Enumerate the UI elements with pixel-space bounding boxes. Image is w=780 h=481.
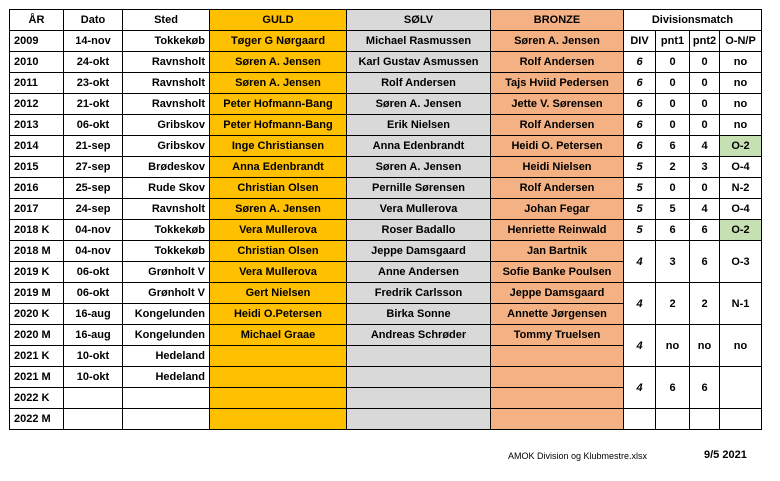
match-div-cell: 4: [624, 367, 656, 409]
place-cell: Grønholt V: [123, 262, 210, 283]
match-pnt1-cell: 2: [656, 157, 690, 178]
date-cell: 23-okt: [64, 73, 123, 94]
silver-winner-cell: Jeppe Damsgaard: [347, 241, 491, 262]
year-cell: 2017: [10, 199, 64, 220]
match-pnt1-cell: 5: [656, 199, 690, 220]
header-bronze: BRONZE: [491, 10, 624, 31]
bronze-winner-cell: Annette Jørgensen: [491, 304, 624, 325]
match-pnt2-cell: no: [690, 325, 720, 367]
place-cell: Grønholt V: [123, 283, 210, 304]
date-cell: 06-okt: [64, 283, 123, 304]
match-onp-cell: no: [720, 94, 762, 115]
date-cell: 16-aug: [64, 304, 123, 325]
gold-winner-cell: Michael Graae: [210, 325, 347, 346]
bronze-winner-cell: Johan Fegar: [491, 199, 624, 220]
silver-winner-cell: Pernille Sørensen: [347, 178, 491, 199]
header-pnt2: pnt2: [690, 31, 720, 52]
match-div-cell: 4: [624, 283, 656, 325]
date-cell: 16-aug: [64, 325, 123, 346]
place-cell: Tokkekøb: [123, 241, 210, 262]
gold-winner-cell: Christian Olsen: [210, 241, 347, 262]
gold-winner-cell: [210, 367, 347, 388]
gold-winner-cell: [210, 346, 347, 367]
year-cell: 2021 K: [10, 346, 64, 367]
match-onp-cell: O-4: [720, 157, 762, 178]
bronze-winner-cell: Rolf Andersen: [491, 52, 624, 73]
date-cell: 04-nov: [64, 241, 123, 262]
year-cell: 2010: [10, 52, 64, 73]
match-pnt1-cell: 6: [656, 220, 690, 241]
gold-winner-cell: Vera Mullerova: [210, 262, 347, 283]
silver-winner-cell: [347, 367, 491, 388]
gold-winner-cell: Heidi O.Petersen: [210, 304, 347, 325]
gold-winner-cell: [210, 388, 347, 409]
bronze-winner-cell: Heidi O. Petersen: [491, 136, 624, 157]
date-cell: 24-sep: [64, 199, 123, 220]
match-div-cell: 6: [624, 136, 656, 157]
table-row: [10, 31, 762, 52]
table-row: [10, 94, 762, 115]
match-pnt2-cell: 3: [690, 157, 720, 178]
match-pnt1-cell: no: [656, 325, 690, 367]
date-cell: 27-sep: [64, 157, 123, 178]
place-cell: Ravnsholt: [123, 199, 210, 220]
match-div-cell: 5: [624, 178, 656, 199]
match-onp-cell: O-4: [720, 199, 762, 220]
silver-winner-cell: Andreas Schrøder: [347, 325, 491, 346]
header-place: Sted: [123, 10, 210, 31]
footer-filename: AMOK Division og Klubmestre.xlsx: [508, 451, 648, 461]
year-cell: 2020 M: [10, 325, 64, 346]
silver-winner-cell: Fredrik Carlsson: [347, 283, 491, 304]
year-cell: 2011: [10, 73, 64, 94]
place-cell: Hedeland: [123, 346, 210, 367]
match-div-cell: 5: [624, 220, 656, 241]
date-cell: [64, 409, 123, 430]
header-silver: SØLV: [347, 10, 491, 31]
match-onp-cell: [720, 367, 762, 409]
silver-winner-cell: Søren A. Jensen: [347, 157, 491, 178]
bronze-winner-cell: Jette V. Sørensen: [491, 94, 624, 115]
year-cell: 2021 M: [10, 367, 64, 388]
gold-winner-cell: Vera Mullerova: [210, 220, 347, 241]
date-cell: 14-nov: [64, 31, 123, 52]
table-row: [10, 157, 762, 178]
silver-winner-cell: Michael Rasmussen: [347, 31, 491, 52]
match-pnt1-cell: 0: [656, 52, 690, 73]
bronze-winner-cell: Rolf Andersen: [491, 115, 624, 136]
year-cell: 2022 M: [10, 409, 64, 430]
year-cell: 2019 K: [10, 262, 64, 283]
table-row: [10, 136, 762, 157]
match-pnt1-cell: [656, 409, 690, 430]
silver-winner-cell: Birka Sonne: [347, 304, 491, 325]
gold-winner-cell: Anna Edenbrandt: [210, 157, 347, 178]
match-pnt1-cell: 0: [656, 94, 690, 115]
place-cell: Ravnsholt: [123, 94, 210, 115]
match-onp-cell: N-1: [720, 283, 762, 325]
date-cell: 21-okt: [64, 94, 123, 115]
place-cell: Gribskov: [123, 136, 210, 157]
gold-winner-cell: Tøger G Nørgaard: [210, 31, 347, 52]
match-pnt1-cell: 0: [656, 178, 690, 199]
match-onp-cell: [720, 409, 762, 430]
match-pnt2-cell: 6: [690, 220, 720, 241]
year-cell: 2009: [10, 31, 64, 52]
bronze-winner-cell: Heidi Nielsen: [491, 157, 624, 178]
year-cell: 2018 K: [10, 220, 64, 241]
match-pnt2-cell: [690, 409, 720, 430]
match-pnt1-cell: 0: [656, 115, 690, 136]
table-row: [10, 199, 762, 220]
date-cell: 24-okt: [64, 52, 123, 73]
bronze-winner-cell: [491, 367, 624, 388]
silver-winner-cell: Roser Badallo: [347, 220, 491, 241]
match-pnt2-cell: 0: [690, 52, 720, 73]
match-pnt2-cell: 2: [690, 283, 720, 325]
match-div-cell: 5: [624, 157, 656, 178]
date-cell: 04-nov: [64, 220, 123, 241]
year-cell: 2013: [10, 115, 64, 136]
match-pnt2-cell: 0: [690, 94, 720, 115]
place-cell: Tokkekøb: [123, 220, 210, 241]
match-onp-cell: no: [720, 115, 762, 136]
table-row: [10, 241, 762, 262]
bronze-winner-cell: Jeppe Damsgaard: [491, 283, 624, 304]
match-onp-cell: O-2: [720, 136, 762, 157]
date-cell: 10-okt: [64, 346, 123, 367]
header-date: Dato: [64, 10, 123, 31]
match-div-cell: 6: [624, 115, 656, 136]
match-pnt2-cell: 6: [690, 241, 720, 283]
header-div: DIV: [624, 31, 656, 52]
place-cell: Tokkekøb: [123, 31, 210, 52]
place-cell: Ravnsholt: [123, 73, 210, 94]
match-div-cell: 6: [624, 94, 656, 115]
table-row: [10, 220, 762, 241]
silver-winner-cell: Erik Nielsen: [347, 115, 491, 136]
place-cell: Brødeskov: [123, 157, 210, 178]
date-cell: 10-okt: [64, 367, 123, 388]
match-onp-cell: no: [720, 325, 762, 367]
table-row: [10, 73, 762, 94]
bronze-winner-cell: Tajs Hviid Pedersen: [491, 73, 624, 94]
gold-winner-cell: Inge Christiansen: [210, 136, 347, 157]
match-onp-cell: no: [720, 73, 762, 94]
gold-winner-cell: Søren A. Jensen: [210, 73, 347, 94]
gold-winner-cell: Gert Nielsen: [210, 283, 347, 304]
gold-winner-cell: Søren A. Jensen: [210, 199, 347, 220]
table-row: [10, 115, 762, 136]
bronze-winner-cell: [491, 388, 624, 409]
match-pnt2-cell: 0: [690, 178, 720, 199]
match-pnt2-cell: 0: [690, 115, 720, 136]
table-row: [10, 52, 762, 73]
match-onp-cell: no: [720, 52, 762, 73]
silver-winner-cell: [347, 388, 491, 409]
place-cell: Hedeland: [123, 367, 210, 388]
year-cell: 2015: [10, 157, 64, 178]
bronze-winner-cell: [491, 346, 624, 367]
place-cell: [123, 388, 210, 409]
year-cell: 2020 K: [10, 304, 64, 325]
silver-winner-cell: [347, 346, 491, 367]
year-cell: 2019 M: [10, 283, 64, 304]
gold-winner-cell: Peter Hofmann-Bang: [210, 94, 347, 115]
match-pnt1-cell: 3: [656, 241, 690, 283]
place-cell: [123, 409, 210, 430]
year-cell: 2018 M: [10, 241, 64, 262]
header-pnt1: pnt1: [656, 31, 690, 52]
silver-winner-cell: Karl Gustav Asmussen: [347, 52, 491, 73]
table-row: [10, 325, 762, 346]
footer-date: 9/5 2021: [704, 449, 747, 461]
header-onp: O-N/P: [720, 31, 762, 52]
date-cell: [64, 388, 123, 409]
silver-winner-cell: Vera Mullerova: [347, 199, 491, 220]
date-cell: 25-sep: [64, 178, 123, 199]
match-onp-cell: O-2: [720, 220, 762, 241]
gold-winner-cell: Peter Hofmann-Bang: [210, 115, 347, 136]
silver-winner-cell: Anne Andersen: [347, 262, 491, 283]
header-gold: GULD: [210, 10, 347, 31]
match-pnt2-cell: 6: [690, 367, 720, 409]
year-cell: 2016: [10, 178, 64, 199]
match-onp-cell: N-2: [720, 178, 762, 199]
table-row: [10, 367, 762, 388]
match-pnt1-cell: 6: [656, 136, 690, 157]
date-cell: 06-okt: [64, 262, 123, 283]
place-cell: Gribskov: [123, 115, 210, 136]
table-row: [10, 409, 762, 430]
year-cell: 2014: [10, 136, 64, 157]
match-pnt2-cell: 4: [690, 136, 720, 157]
match-div-cell: 4: [624, 325, 656, 367]
match-pnt2-cell: 0: [690, 73, 720, 94]
table-row: [10, 178, 762, 199]
results-table: [9, 9, 762, 430]
silver-winner-cell: Rolf Andersen: [347, 73, 491, 94]
match-onp-cell: O-3: [720, 241, 762, 283]
year-cell: 2022 K: [10, 388, 64, 409]
match-div-cell: 6: [624, 52, 656, 73]
silver-winner-cell: Anna Edenbrandt: [347, 136, 491, 157]
bronze-winner-cell: Rolf Andersen: [491, 178, 624, 199]
match-div-cell: 5: [624, 199, 656, 220]
header-divisionsmatch: Divisionsmatch: [624, 10, 762, 31]
match-pnt1-cell: 2: [656, 283, 690, 325]
bronze-winner-cell: [491, 409, 624, 430]
bronze-winner-cell: Søren A. Jensen: [491, 31, 624, 52]
place-cell: Kongelunden: [123, 325, 210, 346]
header-row: [10, 10, 762, 31]
date-cell: 06-okt: [64, 115, 123, 136]
place-cell: Rude Skov: [123, 178, 210, 199]
silver-winner-cell: Søren A. Jensen: [347, 94, 491, 115]
header-year: ÅR: [10, 10, 64, 31]
place-cell: Kongelunden: [123, 304, 210, 325]
bronze-winner-cell: Sofie Banke Poulsen: [491, 262, 624, 283]
match-div-cell: [624, 409, 656, 430]
place-cell: Ravnsholt: [123, 52, 210, 73]
match-div-cell: 4: [624, 241, 656, 283]
table-row: [10, 283, 762, 304]
bronze-winner-cell: Jan Bartnik: [491, 241, 624, 262]
gold-winner-cell: [210, 409, 347, 430]
match-div-cell: 6: [624, 73, 656, 94]
gold-winner-cell: Christian Olsen: [210, 178, 347, 199]
silver-winner-cell: [347, 409, 491, 430]
match-pnt1-cell: 0: [656, 73, 690, 94]
bronze-winner-cell: Henriette Reinwald: [491, 220, 624, 241]
gold-winner-cell: Søren A. Jensen: [210, 52, 347, 73]
year-cell: 2012: [10, 94, 64, 115]
match-pnt1-cell: 6: [656, 367, 690, 409]
date-cell: 21-sep: [64, 136, 123, 157]
match-pnt2-cell: 4: [690, 199, 720, 220]
table-body: [10, 10, 762, 430]
bronze-winner-cell: Tommy Truelsen: [491, 325, 624, 346]
